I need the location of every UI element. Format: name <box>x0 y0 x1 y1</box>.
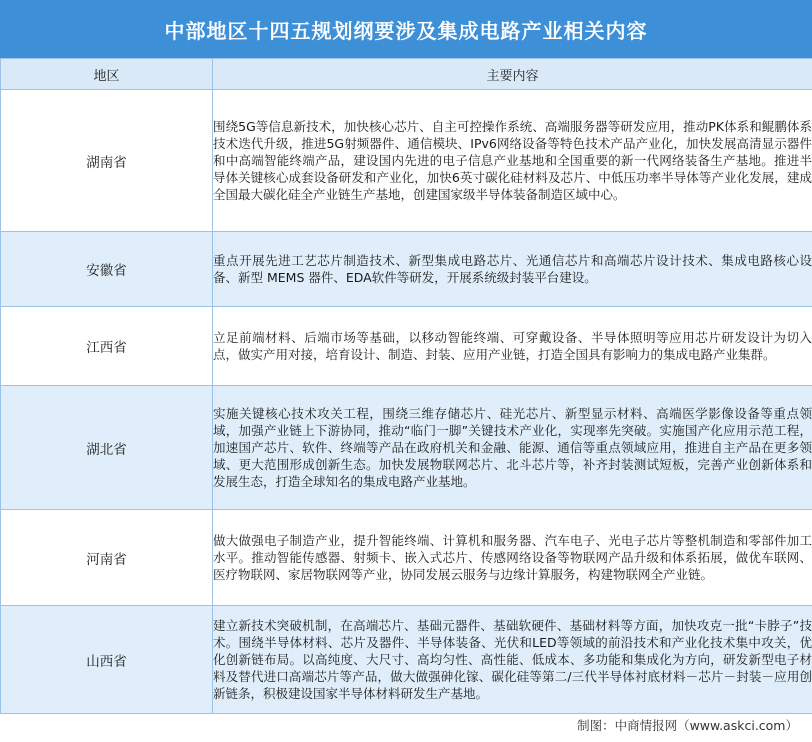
content-cell: 建立新技术突破机制，在高端芯片、基础元器件、基础软硬件、基础材料等方面，加快攻克一批“卡脖子”技术。围绕半导体材料、芯片及器件、半导体装备、光伏和LED等领域的前沿技术和产业化技术集中攻关，优化创新链布局。以高纯度、大尺寸、高均匀性、高性能、低成本、多功能和集成化为方向，研发新型电子材料及替代进口高端芯片等产品，做大做强砷化镓、碳化硅等第二/三代半导体衬底材料－芯片－封装－应用创新链条，积极建设国家半导体材料研发生产基地。 <box>213 606 812 714</box>
table-row-henan <box>1 510 812 606</box>
source-credit: 制图：中商情报网（www.askci.com） <box>577 718 798 733</box>
column-header-content: 主要内容 <box>213 59 812 90</box>
region-cell: 湖北省 <box>1 386 213 510</box>
table-row-hunan <box>1 90 812 232</box>
table-row-hubei <box>1 386 812 510</box>
column-header-region: 地区 <box>1 59 213 90</box>
content-cell: 重点开展先进工艺芯片制造技术、新型集成电路芯片、光通信芯片和高端芯片设计技术、集成电路核心设备、新型 MEMS 器件、EDA软件等研发，开展系统级封装平台建设。 <box>213 232 812 307</box>
page-title: 中部地区十四五规划纲要涉及集成电路产业相关内容 <box>164 18 648 43</box>
region-cell: 江西省 <box>1 307 213 386</box>
region-cell: 安徽省 <box>1 232 213 307</box>
table-header-row <box>1 59 812 90</box>
content-cell: 围绕5G等信息新技术，加快核心芯片、自主可控操作系统、高端服务器等研发应用，推动PK体系和鲲鹏体系技术迭代升级，推进5G射频器件、通信模块、IPv6网络设备等特色技术产品产业化，加快发展高清显示器件和中高端智能终端产品，建设国内先进的电子信息产业基地和全国重要的新一代网络装备生产基地。推进半导体关键核心成套设备研发和产业化，加快6英寸碳化硅材料及芯片、中低压功率半导体等产业化发展，建成全国最大碳化硅全产业链生产基地，创建国家级半导体装备制造区域中心。 <box>213 90 812 232</box>
region-cell: 河南省 <box>1 510 213 606</box>
region-cell: 山西省 <box>1 606 213 714</box>
content-cell: 做大做强电子制造产业，提升智能终端、计算机和服务器、汽车电子、光电子芯片等整机制造和零部件加工水平。推动智能传感器、射频卡、嵌入式芯片、传感网络设备等物联网产品升级和体系拓展，做优车联网、医疗物联网、家居物联网等产业，协同发展云服务与边缘计算服务，构建物联网全产业链。 <box>213 510 812 606</box>
table-row-shanxi <box>1 606 812 714</box>
content-table <box>0 58 812 714</box>
title-bar <box>0 0 812 58</box>
content-cell: 实施关键核心技术攻关工程，围绕三维存储芯片、硅光芯片、新型显示材料、高端医学影像设备等重点领域，加强产业链上下游协同，推动“临门一脚”关键技术产业化，实现率先突破。实施国产化应用示范工程，加速国产芯片、软件、终端等产品在政府机关和金融、能源、通信等重点领域应用，推进自主产品在更多领域、更大范围形成创新生态。加快发展物联网芯片、北斗芯片等，补齐封装测试短板，完善产业创新体系和发展生态，打造全球知名的集成电路产业基地。 <box>213 386 812 510</box>
region-cell: 湖南省 <box>1 90 213 232</box>
table-row-jiangxi <box>1 307 812 386</box>
table-row-anhui <box>1 232 812 307</box>
content-cell: 立足前端材料、后端市场等基础，以移动智能终端、可穿戴设备、半导体照明等应用芯片研发设计为切入点，做实产用对接，培育设计、制造、封装、应用产业链，打造全国具有影响力的集成电路产业集群。 <box>213 307 812 386</box>
